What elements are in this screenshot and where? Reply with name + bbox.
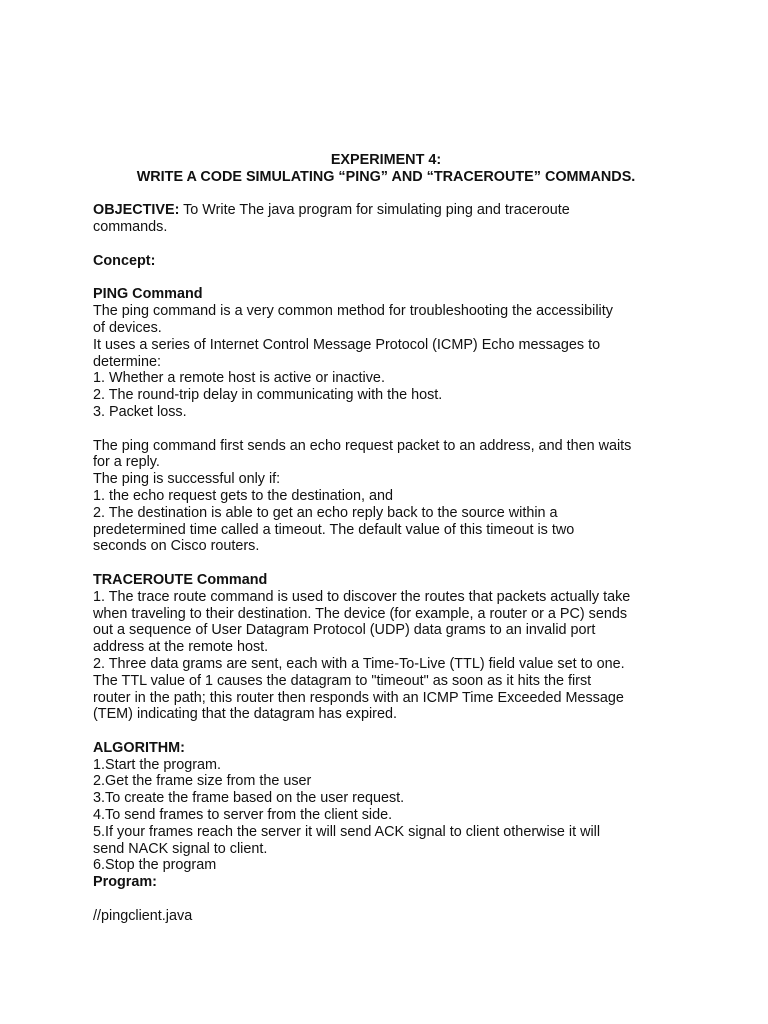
- traceroute-text-line: address at the remote host.: [93, 639, 269, 656]
- experiment-title: WRITE A CODE SIMULATING “PING” AND “TRACEROUTE” COMMANDS.: [136, 168, 636, 185]
- algorithm-step: 4.To send frames to server from the client side.: [93, 807, 393, 824]
- traceroute-text-line: 1. The trace route command is used to discover the routes that packets actually take: [93, 588, 631, 605]
- ping-text-line: determine:: [93, 353, 161, 370]
- objective-label: OBJECTIVE:: [93, 202, 180, 219]
- algorithm-heading: ALGORITHM:: [93, 739, 185, 756]
- ping-text-line: The ping command first sends an echo request packet to an address, and then waits: [93, 437, 632, 454]
- spacer: [93, 421, 693, 438]
- program-heading: Program:: [93, 874, 157, 891]
- objective-text: To Write The java program for simulating ping and traceroute: [179, 202, 570, 219]
- ping-text-line: The ping is successful only if:: [93, 471, 281, 488]
- spacer: [93, 891, 693, 908]
- ping-text-line: predetermined time called a timeout. The default value of this timeout is two: [93, 521, 575, 538]
- ping-text-line: of devices.: [93, 319, 162, 336]
- traceroute-text-line: when traveling to their destination. The device (for example, a router or a PC) sends: [93, 605, 628, 622]
- ping-text-line: 2. The round-trip delay in communicating with the host.: [93, 387, 443, 404]
- ping-heading: PING Command: [93, 286, 203, 303]
- algorithm-step: 1.Start the program.: [93, 756, 221, 773]
- ping-text-line: 2. The destination is able to get an echo reply back to the source within a: [93, 504, 558, 521]
- algorithm-step: 5.If your frames reach the server it will send ACK signal to client otherwise it will: [93, 823, 601, 840]
- objective-line: [93, 202, 693, 219]
- traceroute-text-line: 2. Three data grams are sent, each with a Time-To-Live (TTL) field value set to one.: [93, 655, 625, 672]
- algorithm-step: 3.To create the frame based on the user request.: [93, 790, 405, 807]
- experiment-number: EXPERIMENT 4:: [330, 152, 442, 168]
- ping-text-line: 1. the echo request gets to the destination, and: [93, 487, 394, 504]
- concept-heading: Concept:: [93, 252, 156, 269]
- algorithm-step: 2.Get the frame size from the user: [93, 773, 312, 790]
- ping-text-line: for a reply.: [93, 454, 160, 471]
- spacer: [93, 270, 693, 287]
- traceroute-text-line: out a sequence of User Datagram Protocol (UDP) data grams to an invalid port: [93, 622, 596, 639]
- document-page: [93, 152, 693, 925]
- algorithm-step: 6.Stop the program: [93, 857, 217, 874]
- ping-text-line: 3. Packet loss.: [93, 403, 187, 420]
- traceroute-text-line: The TTL value of 1 causes the datagram to "timeout" as soon as it hits the first: [93, 672, 592, 689]
- traceroute-text-line: router in the path; this router then responds with an ICMP Time Exceeded Message: [93, 689, 624, 706]
- traceroute-text-line: (TEM) indicating that the datagram has expired.: [93, 706, 397, 723]
- ping-text-line: 1. Whether a remote host is active or inactive.: [93, 370, 385, 387]
- algorithm-step: send NACK signal to client.: [93, 840, 268, 857]
- traceroute-heading: TRACEROUTE Command: [93, 571, 268, 588]
- ping-text-line: The ping command is a very common method for troubleshooting the accessibility: [93, 303, 613, 320]
- ping-text-line: seconds on Cisco routers.: [93, 538, 260, 555]
- spacer: [93, 186, 693, 203]
- program-filename: //pingclient.java: [93, 907, 193, 924]
- spacer: [93, 555, 693, 572]
- ping-text-line: It uses a series of Internet Control Message Protocol (ICMP) Echo messages to: [93, 336, 601, 353]
- spacer: [93, 236, 693, 253]
- objective-text-continued: commands.: [93, 219, 168, 236]
- spacer: [93, 723, 693, 740]
